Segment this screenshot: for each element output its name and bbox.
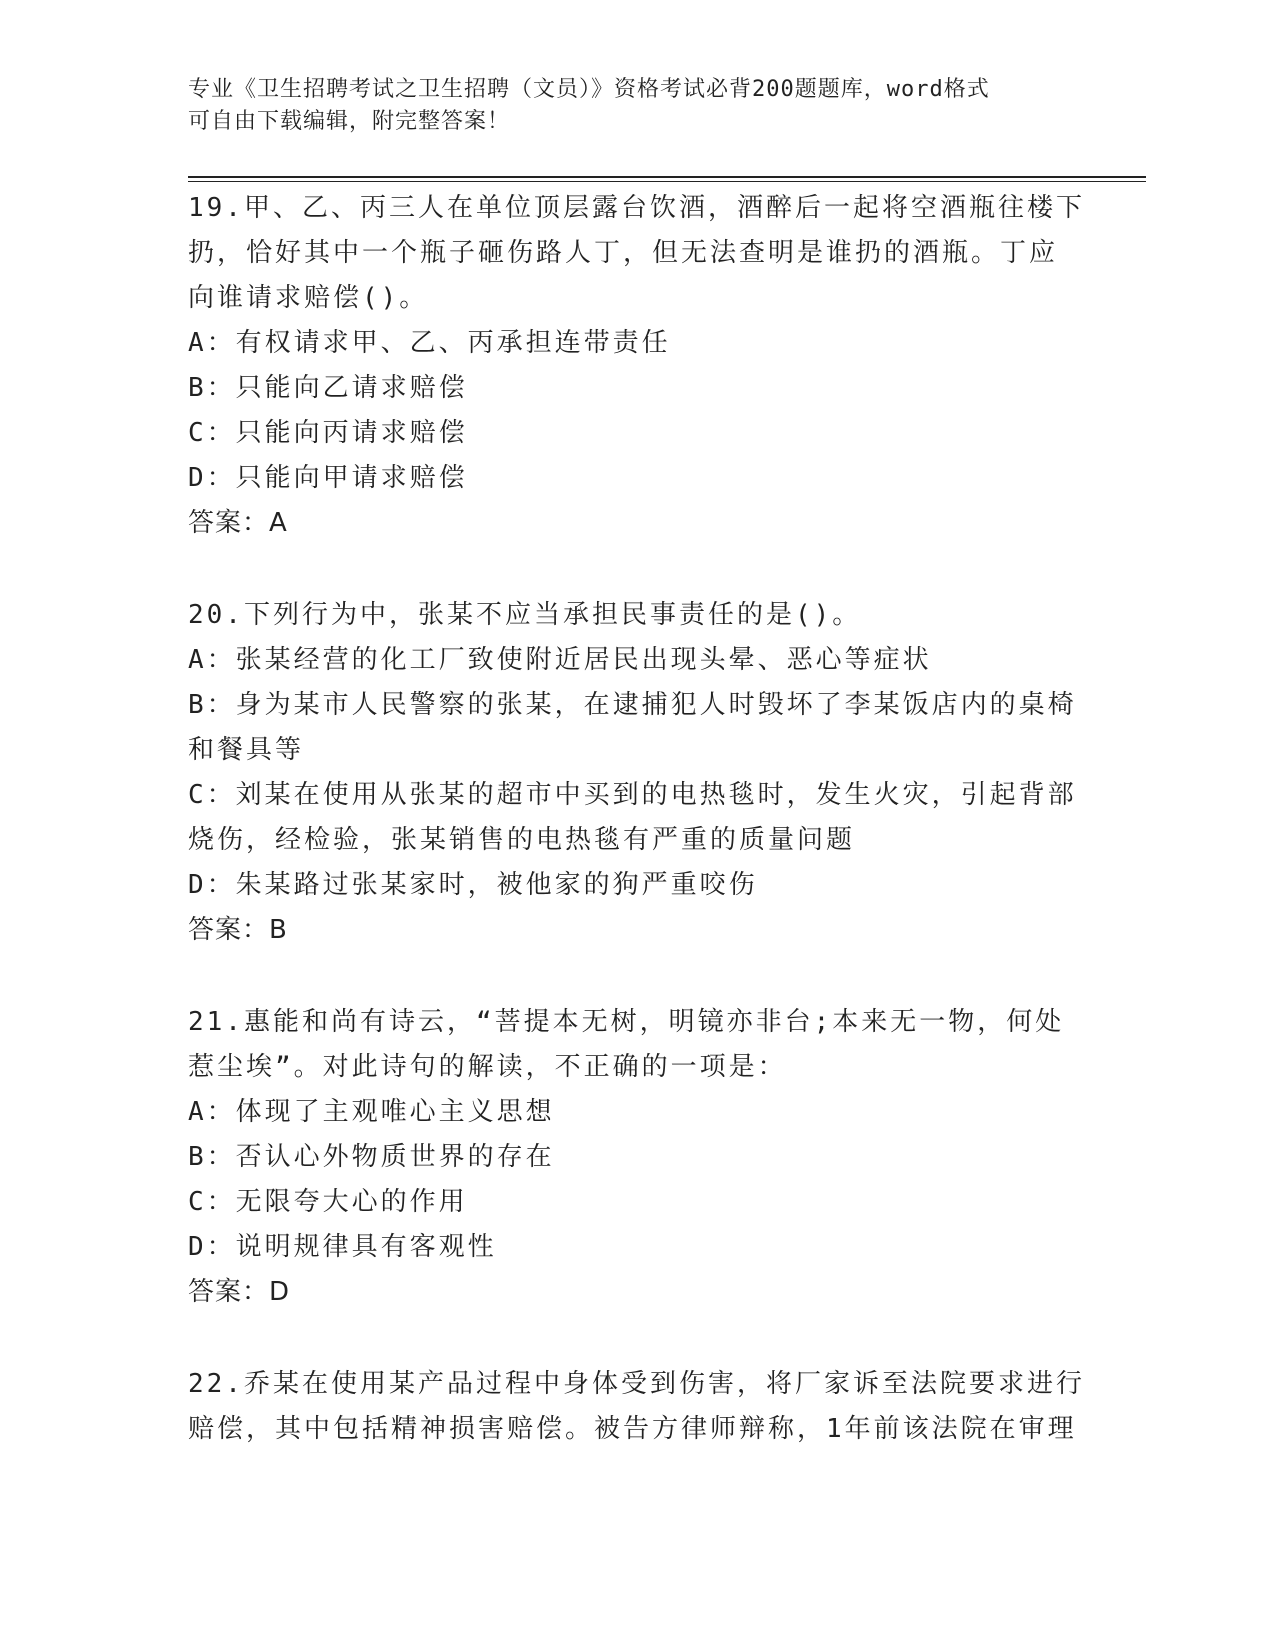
- question-list: [188, 186, 1088, 1499]
- header-divider: [188, 176, 1146, 178]
- question-block: [188, 1000, 1088, 1315]
- answer-option-line: A：有权请求甲、乙、丙承担连带责任: [188, 328, 671, 358]
- question-stem-line: 向谁请求赔偿()。: [188, 283, 429, 313]
- answer-key: 答案：D: [188, 1277, 291, 1307]
- question-stem-line: 惹尘埃”。对此诗句的解读，不正确的一项是：: [188, 1052, 787, 1082]
- question-block: [188, 186, 1088, 546]
- answer-option-line: C：只能向丙请求赔偿: [188, 418, 468, 448]
- answer-option-line: D：只能向甲请求赔偿: [188, 463, 468, 493]
- answer-key: 答案：A: [188, 508, 288, 538]
- header-divider-thin: [188, 181, 1146, 182]
- answer-option-line: 和餐具等: [188, 735, 305, 765]
- question-stem-line: 19.甲、乙、丙三人在单位顶层露台饮酒，酒醉后一起将空酒瓶往楼下: [188, 193, 1085, 223]
- answer-option-line: B：身为某市人民警察的张某，在逮捕犯人时毁坏了李某饭店内的桌椅: [188, 690, 1077, 720]
- header-line: 可自由下载编辑，附完整答案！: [188, 109, 511, 134]
- answer-option-line: C：刘某在使用从张某的超市中买到的电热毯时，发生火灾，引起背部: [188, 780, 1077, 810]
- header-line: 专业《卫生招聘考试之卫生招聘（文员）》资格考试必背200题题库，word格式: [188, 77, 990, 102]
- question-stem-line: 扔，恰好其中一个瓶子砸伤路人丁，但无法查明是谁扔的酒瓶。丁应: [188, 238, 1059, 268]
- answer-option-line: B：只能向乙请求赔偿: [188, 373, 468, 403]
- answer-option-line: D：朱某路过张某家时，被他家的狗严重咬伤: [188, 870, 758, 900]
- answer-option-line: 烧伤，经检验，张某销售的电热毯有严重的质量问题: [188, 825, 856, 855]
- question-block: [188, 593, 1088, 953]
- question-stem-line: 21.惠能和尚有诗云，“菩提本无树，明镜亦非台;本来无一物，何处: [188, 1007, 1065, 1037]
- question-stem-line: 赔偿，其中包括精神损害赔偿。被告方律师辩称，1年前该法院在审理: [188, 1414, 1077, 1444]
- question-stem-line: 22.乔某在使用某产品过程中身体受到伤害，将厂家诉至法院要求进行: [188, 1369, 1085, 1399]
- document-header: [188, 74, 1088, 138]
- answer-option-line: D：说明规律具有客观性: [188, 1232, 497, 1262]
- answer-option-line: A：体现了主观唯心主义思想: [188, 1097, 555, 1127]
- answer-option-line: B：否认心外物质世界的存在: [188, 1142, 555, 1172]
- answer-option-line: A：张某经营的化工厂致使附近居民出现头晕、恶心等症状: [188, 645, 932, 675]
- question-stem-line: 20.下列行为中，张某不应当承担民事责任的是()。: [188, 600, 862, 630]
- answer-key: 答案：B: [188, 915, 288, 945]
- answer-option-line: C：无限夸大心的作用: [188, 1187, 468, 1217]
- question-block: [188, 1362, 1088, 1452]
